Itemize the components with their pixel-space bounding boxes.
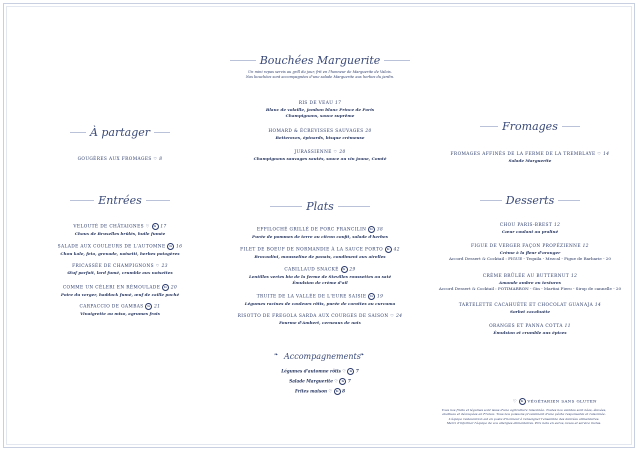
- item-name: Frites maison: [295, 388, 328, 394]
- intro-text: [200, 70, 440, 80]
- gluten-free-icon: G: [152, 223, 159, 230]
- gluten-free-icon: G: [145, 303, 152, 310]
- menu-item: [190, 293, 450, 306]
- side-item: [200, 388, 440, 395]
- item-price: 17: [335, 101, 342, 106]
- gluten-free-icon: G: [334, 388, 341, 395]
- section-heading-plats: [270, 200, 370, 213]
- item-desc: Œuf parfait, lard fumé, crumble aux noisettes: [67, 270, 173, 275]
- item-desc: Purée de pommes de terre au citron confit, salade d'herbes: [252, 234, 388, 239]
- item-price: 24: [396, 314, 403, 319]
- item-name: HOMARD & ÉCREVISSES SAUVAGES: [268, 129, 364, 134]
- item-desc: Émulsion de crème d'ail: [292, 280, 348, 285]
- side-item: [200, 368, 440, 375]
- vegetarian-icon: ♡: [328, 388, 333, 394]
- item-price: 7: [355, 368, 359, 374]
- item-name: EFFILOCHÉ GRILLÉ DE PORC FRANCILIN: [256, 227, 367, 233]
- gluten-free-icon: G: [341, 266, 348, 273]
- item-price: 12: [570, 274, 578, 279]
- vegetarian-icon: ♡: [333, 149, 338, 154]
- vegetarian-icon: ♡: [155, 263, 160, 268]
- menu-item: [30, 284, 210, 297]
- menu-item: [200, 129, 440, 140]
- gluten-free-icon: G: [368, 293, 375, 300]
- item-name: SALADE AUX COULEURS DE L'AUTOMNE: [57, 244, 166, 250]
- intro-line: Nos bouchées sont accompagnées d'une salade Marguerite aux herbes du jardin.: [245, 75, 395, 79]
- menu-item: [200, 149, 440, 161]
- vegetarian-icon: ♡: [513, 398, 518, 404]
- menu-item: [30, 303, 210, 316]
- menu-item: [420, 303, 640, 314]
- menu-item: [420, 274, 640, 291]
- item-price: 11: [564, 324, 571, 329]
- legend-text: VÉGÉTARIEN SANS GLUTEN: [527, 398, 597, 404]
- gluten-free-icon: G: [368, 226, 375, 233]
- footnote-line: L'équipe restauration est en poste d'honneur à renseigner l'ensemble des denrées alimentaires.: [448, 416, 600, 421]
- item-desc: Poire du verger, haddock fumé, œuf de caille poché: [60, 292, 180, 297]
- item-desc: Blanc de volaille, jambon blanc Prince de Paris: [265, 107, 375, 112]
- item-price: 17: [160, 224, 167, 230]
- item-price: 14: [603, 152, 610, 157]
- item-name: TRUITE DE LA VALLÉE DE L'EURE SAISIE: [256, 294, 367, 300]
- item-name: FIGUE DE VERGER FAÇON PROPÉZIENNE: [471, 244, 581, 249]
- menu-item: [30, 263, 210, 275]
- section-heading-desserts: [480, 194, 580, 207]
- item-name: FRICASSÉE DE CHAMPIGNONS: [72, 264, 154, 269]
- footnote: [422, 408, 626, 426]
- menu-item: [190, 246, 450, 259]
- item-desc: Crème à la fleur d'oranger: [499, 250, 561, 255]
- item-desc: Salade Marguerite: [508, 158, 552, 163]
- item-price: 20: [365, 129, 372, 134]
- item-name: CHOU PARIS-BREST: [499, 223, 553, 228]
- item-pairing: Accord Dessert & Cocktail : FIGUE - Tequila - Mezcal - Figue de Barbarie - 20: [448, 256, 612, 261]
- item-name: ORANGES ET PANNA COTTA: [489, 324, 563, 329]
- item-name: RISOTTO DE FREGOLA SARDA AUX COURGES DE SAISON: [237, 314, 389, 319]
- item-desc: Sorbet cacahuète: [510, 309, 550, 314]
- item-price: 20: [170, 285, 178, 291]
- vegetarian-icon: ♡: [390, 313, 395, 318]
- item-desc: Chou kale, feta, grenade, noisetti, herbes potagères: [60, 251, 180, 256]
- gluten-free-icon: G: [162, 284, 169, 291]
- item-name: CABILLAUD SNACKÉ: [284, 267, 339, 273]
- footnote-line: Merci d'informer l'équipe de vos allergies alimentaires. Prix nets en euros, taxes et service inclus.: [446, 421, 602, 426]
- footnote-line: Tous nos fruits et légumes sont issus d'une agriculture raisonnée. Toutes nos viandes sont nées, élevées,: [441, 408, 607, 412]
- intro-line: Un mini repas servis au grill du jour, frit en l'honneur de Marguerite de Valois.: [248, 70, 392, 74]
- gluten-free-icon: G: [339, 378, 346, 385]
- menu-item: [420, 151, 640, 163]
- item-price: 42: [393, 247, 400, 253]
- item-price: 8: [342, 388, 345, 394]
- ornament-icon: ❧: [360, 352, 365, 358]
- item-price: 12: [582, 244, 589, 249]
- item-desc: Émulsion et crumble aux épices: [493, 330, 567, 335]
- item-name: Salade Marguerite: [289, 378, 333, 384]
- section-heading-accompagnements: [280, 352, 360, 361]
- item-price: 8: [159, 157, 163, 162]
- item-price: 19: [377, 294, 384, 300]
- item-name: CRÈME BRÛLÉE AU BUTTERNUT: [482, 274, 570, 279]
- gluten-free-icon: G: [347, 368, 354, 375]
- menu-item: [40, 156, 200, 162]
- ornament-icon: ❧: [274, 352, 279, 358]
- item-price: 7: [347, 378, 351, 384]
- item-name: TARTELETTE CACAHUÈTE ET CHOCOLAT GUANAJA: [458, 303, 594, 308]
- menu-item: [30, 243, 210, 256]
- item-desc: Choux de Bruxelles brûlés, huile fumée: [74, 231, 166, 236]
- item-name: VELOUTÉ DE CHÂTAIGNES: [73, 224, 144, 230]
- item-desc: Lentilles vertes bio de la ferme de Stevilles roussettes au saté: [248, 274, 392, 279]
- vegetarian-icon: ♡: [334, 378, 338, 384]
- item-pairing: Accord Dessert & Cocktail : POTIMARRON - Gin - Martini Fiero - Sirop de cannelle - 20: [438, 286, 622, 291]
- vegetarian-icon: ♡: [153, 156, 158, 161]
- item-desc: Champignons, sauce suprême: [285, 113, 355, 118]
- menu-item: [190, 226, 450, 239]
- vegetarian-icon: ♡: [342, 368, 346, 374]
- item-name: FROMAGES AFFINÉS DE LA FERME DE LA TREMBLAYE: [450, 152, 596, 157]
- heading-text: Accompagnements: [280, 352, 365, 361]
- item-desc: Betteraves, épinards, bisque crémeuse: [275, 135, 365, 140]
- item-desc: Amande ambre en textures: [499, 280, 561, 285]
- item-price: 38: [376, 227, 384, 233]
- heading-text: Desserts: [502, 194, 558, 207]
- heading-text: Bouchées Marguerite: [256, 54, 385, 67]
- menu-item: [420, 223, 640, 234]
- item-desc: Vinaigrette au miso, agrumes frais: [80, 311, 160, 316]
- vegetarian-icon: ♡: [597, 151, 602, 156]
- menu-item: [190, 313, 450, 325]
- item-price: 20: [339, 150, 346, 155]
- side-item: [200, 378, 440, 385]
- item-price: 16: [176, 244, 183, 250]
- section-heading-entrees: [70, 194, 170, 207]
- item-price: 14: [594, 303, 602, 308]
- item-name: Légumes d'automne rôtis: [281, 368, 341, 374]
- section-heading-fromages: [480, 120, 580, 133]
- footnote-line: abattues et découpées en France. Tous nos poissons proviennent d'une pêche responsable et raisonnée.: [442, 412, 606, 417]
- item-desc: Brocoolini, mousseline de panais, condiment aux airelles: [254, 254, 386, 259]
- heading-text: Fromages: [498, 120, 562, 133]
- section-heading-bouchees: [230, 54, 410, 67]
- item-name: RIS DE VEAU: [298, 101, 334, 106]
- diet-legend: [480, 398, 630, 405]
- menu-item: [200, 101, 440, 118]
- menu-item: [420, 324, 640, 335]
- item-name: JURASSIENNE: [294, 150, 332, 155]
- menu-item: [190, 266, 450, 285]
- vegetarian-icon: ♡: [145, 223, 150, 229]
- menu-item: [420, 244, 640, 261]
- heading-text: À partager: [86, 126, 154, 139]
- heading-text: Entrées: [94, 194, 145, 207]
- item-name: GOUGÈRES AUX FROMAGES: [77, 157, 152, 162]
- item-desc: Fourme d'Ambert, cerneaux de noix: [279, 320, 361, 325]
- item-price: 29: [349, 267, 356, 273]
- item-desc: Champignons sauvages sautés, sauce au vin jaune, Comté: [253, 156, 387, 161]
- item-desc: Légumes racines de couleurs rôtis, purée de carottes au curcuma: [244, 301, 396, 306]
- item-name: FILET DE BOEUF DE NORMANDIE À LA SAUCE PORTO: [240, 247, 384, 253]
- item-price: 21: [154, 304, 161, 310]
- item-price: 12: [553, 223, 561, 228]
- item-name: COMME UN CÉLERI EN RÉMOULADE: [62, 285, 161, 291]
- item-price: 23: [161, 264, 168, 269]
- item-desc: Cœur coulant au praliné: [501, 229, 559, 234]
- section-heading-apartager: [70, 126, 170, 139]
- item-name: CARPACCIO DE GAMBAS: [79, 304, 144, 310]
- heading-text: Plats: [302, 200, 338, 213]
- gluten-free-icon: G: [519, 398, 526, 405]
- gluten-free-icon: G: [385, 246, 392, 253]
- menu-item: [30, 223, 210, 236]
- gluten-free-icon: G: [167, 243, 174, 250]
